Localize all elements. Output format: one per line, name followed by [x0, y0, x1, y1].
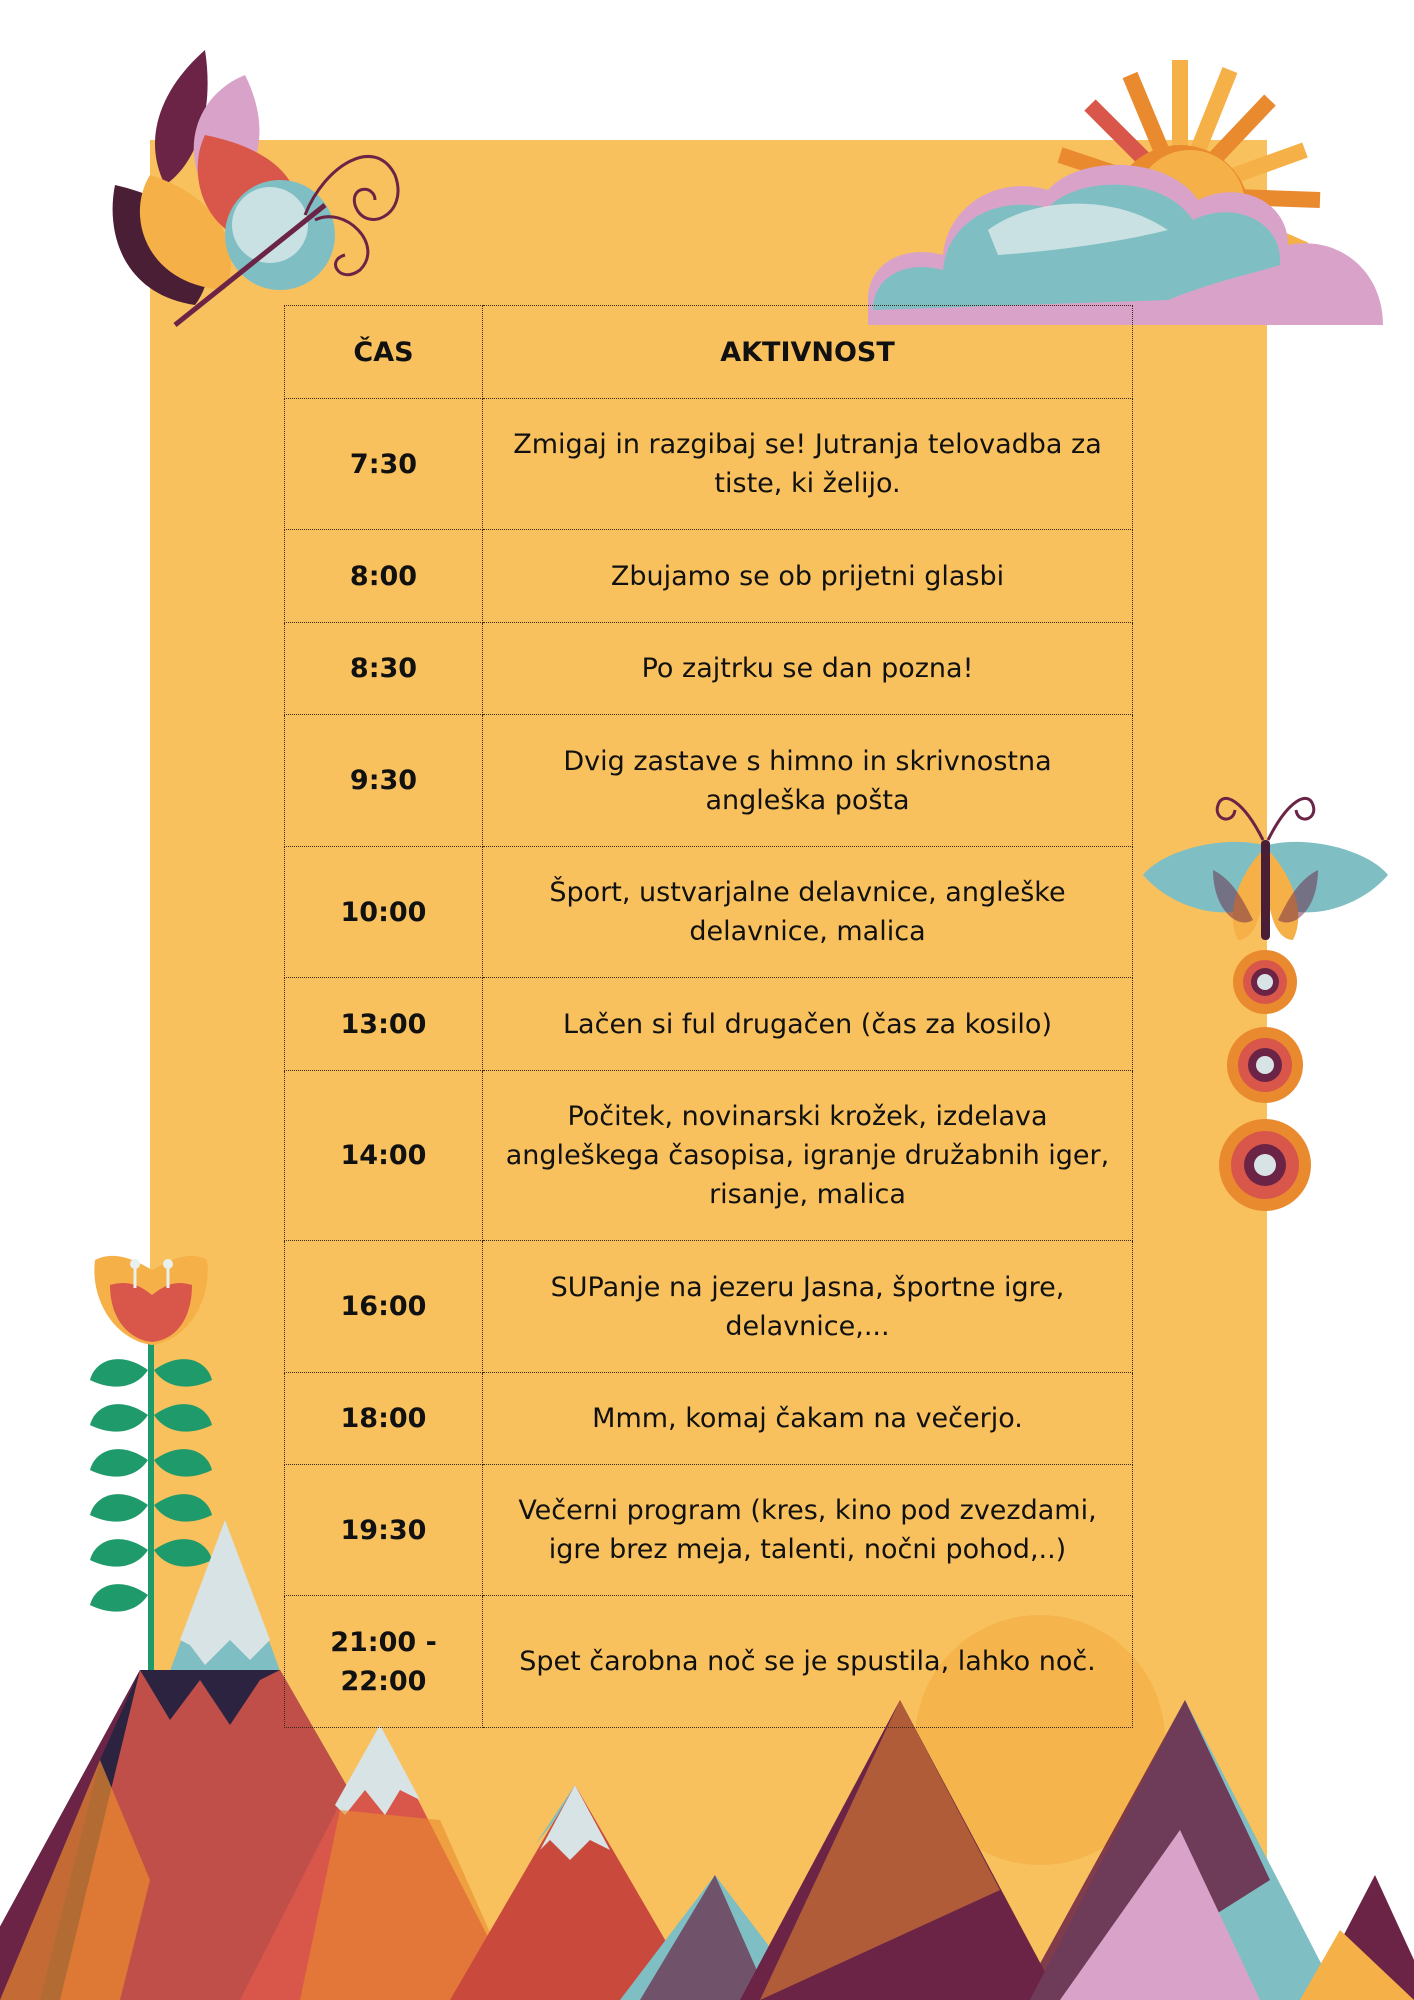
- row-activity: Šport, ustvarjalne delavnice, angleške delavnice, malica: [483, 847, 1133, 978]
- row-time: 21:00 - 22:00: [285, 1596, 483, 1728]
- table-row: [285, 1465, 1133, 1596]
- row-time: 8:00: [285, 530, 483, 623]
- table-row: [285, 623, 1133, 715]
- table-row: [285, 978, 1133, 1071]
- row-time: 14:00: [285, 1071, 483, 1241]
- table-row: [285, 715, 1133, 847]
- row-activity: Dvig zastave s himno in skrivnostna angleška pošta: [483, 715, 1133, 847]
- row-activity: Počitek, novinarski krožek, izdelava angleškega časopisa, igranje družabnih iger, risanje, malica: [483, 1071, 1133, 1241]
- small-butterfly-icon: [1143, 780, 1388, 945]
- header-time: ČAS: [285, 306, 483, 399]
- daisy-icon: [1215, 950, 1315, 1215]
- row-time: 18:00: [285, 1373, 483, 1465]
- row-activity: Zbujamo se ob prijetni glasbi: [483, 530, 1133, 623]
- table-row: [285, 399, 1133, 530]
- row-time: 16:00: [285, 1241, 483, 1373]
- row-time: 13:00: [285, 978, 483, 1071]
- table-row: [285, 1241, 1133, 1373]
- row-activity: SUPanje na jezeru Jasna, športne igre, delavnice,...: [483, 1241, 1133, 1373]
- table-header-row: [285, 306, 1133, 399]
- header-activity: AKTIVNOST: [483, 306, 1133, 399]
- row-activity: Po zajtrku se dan pozna!: [483, 623, 1133, 715]
- table-row: [285, 530, 1133, 623]
- row-activity: Lačen si ful drugačen (čas za kosilo): [483, 978, 1133, 1071]
- row-time: 19:30: [285, 1465, 483, 1596]
- butterfly-icon: [55, 45, 415, 335]
- row-time: 10:00: [285, 847, 483, 978]
- row-time: 7:30: [285, 399, 483, 530]
- row-activity: Mmm, komaj čakam na večerjo.: [483, 1373, 1133, 1465]
- row-activity: Zmigaj in razgibaj se! Jutranja telovadba za tiste, ki želijo.: [483, 399, 1133, 530]
- table-row: [285, 1373, 1133, 1465]
- table-row: [285, 1596, 1133, 1728]
- table-row: [285, 1071, 1133, 1241]
- row-activity: Spet čarobna noč se je spustila, lahko noč.: [483, 1596, 1133, 1728]
- table-row: [285, 847, 1133, 978]
- row-time: 8:30: [285, 623, 483, 715]
- schedule-table: [284, 305, 1133, 1728]
- row-time: 9:30: [285, 715, 483, 847]
- row-activity: Večerni program (kres, kino pod zvezdami, igre brez meja, talenti, nočni pohod,..): [483, 1465, 1133, 1596]
